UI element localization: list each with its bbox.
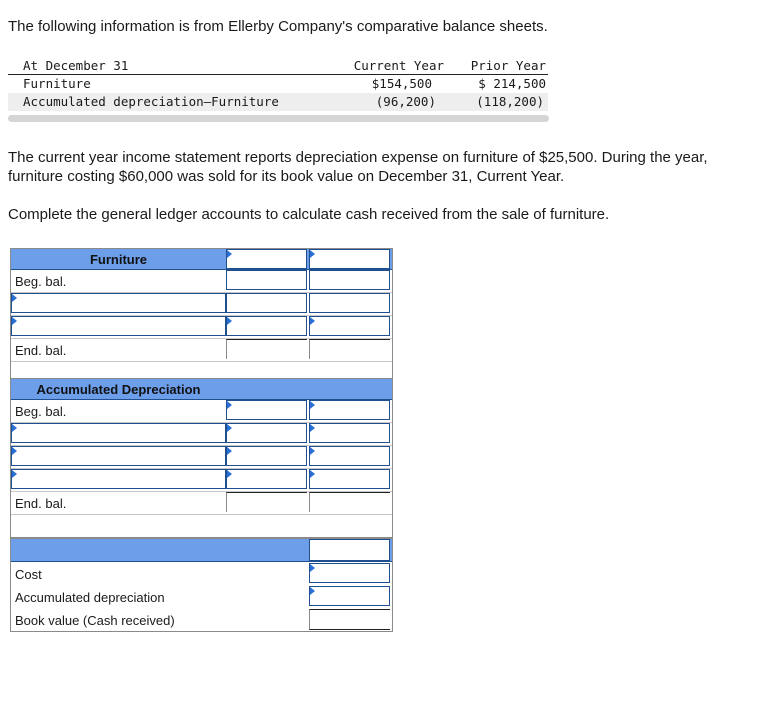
accum-dep-entry-3-select[interactable] [11,469,226,489]
input-flag-icon [12,317,17,325]
input-flag-icon [227,470,232,478]
furniture-entry-1-select[interactable] [11,293,226,313]
accum-dep-debit-header-input[interactable] [226,400,307,420]
furniture-entry-row-2 [11,316,392,339]
balance-sheet-header [8,57,548,75]
input-flag-icon [310,424,315,432]
accum-dep-entry-row-2 [11,446,392,469]
accum-dep-end-row [11,492,392,515]
accum-dep-ledger [10,378,393,538]
input-flag-icon [310,470,315,478]
furniture-credit-header-input[interactable] [309,249,390,269]
row-current: $154,500 [371,76,432,91]
accum-dep-entry-1-select[interactable] [11,423,226,443]
furniture-debit-header-input[interactable] [226,249,307,269]
input-flag-icon [310,587,315,595]
balance-sheet-table [8,57,548,111]
cost-input[interactable] [309,563,390,583]
header-current-year: Current Year [353,58,444,73]
accum-dep-end-credit-total [309,492,390,512]
input-flag-icon [227,401,232,409]
cash-received-summary [10,538,393,632]
row-prior: (118,200) [476,94,544,109]
beg-bal-label: Beg. bal. [15,274,67,289]
accum-dep-spacer-row [11,515,392,537]
balance-sheet-row-accum-dep [8,93,548,111]
furniture-beg-credit-input[interactable] [309,270,390,290]
row-label: Furniture [23,76,91,91]
input-flag-icon [227,250,232,258]
accum-dep-entry-2-credit-input[interactable] [309,446,390,466]
header-date-label: At December 31 [23,58,129,73]
row-prior: $ 214,500 [478,76,546,91]
furniture-ledger-header [11,249,392,270]
furniture-entry-1-debit-input[interactable] [226,293,307,313]
accum-dep-entry-1-debit-input[interactable] [226,423,307,443]
furniture-entry-2-debit-input[interactable] [226,316,307,336]
row-current: (96,200) [375,94,436,109]
summary-book-row [11,608,392,631]
furniture-ledger [10,248,393,385]
furniture-entry-1-credit-input[interactable] [309,293,390,313]
input-flag-icon [12,470,17,478]
furniture-entry-2-credit-input[interactable] [309,316,390,336]
accum-dep-entry-1-credit-input[interactable] [309,423,390,443]
accum-dep-entry-row-1 [11,423,392,446]
furniture-ledger-title: Furniture [89,252,148,267]
row-label: Accumulated depreciation—Furniture [23,94,279,109]
furniture-beg-debit-input[interactable] [226,270,307,290]
accum-dep-entry-3-debit-input[interactable] [226,469,307,489]
input-flag-icon [227,447,232,455]
input-flag-icon [12,447,17,455]
summary-accum-row [11,585,392,608]
problem-paragraph: The current year income statement reports depreciation expense on furniture of $25,500. During the year, furniture costing $60,000 was sold for its book value on December 31, Current Year. [8,149,708,185]
accum-dep-entry-2-debit-input[interactable] [226,446,307,466]
input-flag-icon [12,424,17,432]
end-bal-label: End. bal. [15,496,67,511]
accum-dep-credit-header-input[interactable] [309,400,390,420]
input-flag-icon [310,401,315,409]
header-prior-year: Prior Year [470,58,546,73]
input-flag-icon [310,317,315,325]
cost-label: Cost [15,567,42,582]
horizontal-scrollbar[interactable] [8,115,549,122]
accum-dep-end-debit-total [226,492,307,512]
furniture-end-row [11,339,392,362]
furniture-end-debit-total [226,339,307,359]
accum-dep-ledger-title: Accumulated Depreciation [36,382,201,397]
book-value-label: Book value (Cash received) [15,613,175,628]
book-value-total [309,609,390,630]
end-bal-label: End. bal. [15,343,67,358]
balance-sheet-row-furniture [8,75,548,93]
accum-dep-input[interactable] [309,586,390,606]
beg-bal-label: Beg. bal. [15,404,67,419]
input-flag-icon [310,564,315,572]
input-flag-icon [310,250,315,258]
accum-dep-label: Accumulated depreciation [15,590,165,605]
accum-dep-header-row [11,400,392,423]
accum-dep-entry-2-select[interactable] [11,446,226,466]
input-flag-icon [227,317,232,325]
summary-header-cell [309,539,390,561]
summary-cost-row [11,562,392,585]
furniture-end-credit-total [309,339,390,359]
input-flag-icon [310,447,315,455]
instruction-paragraph: Complete the general ledger accounts to calculate cash received from the sale of furniture. [8,206,610,223]
furniture-entry-row-1 [11,293,392,316]
accum-dep-entry-row-3 [11,469,392,492]
accum-dep-entry-3-credit-input[interactable] [309,469,390,489]
accum-dep-ledger-header [11,379,392,400]
furniture-beg-row [11,270,392,293]
input-flag-icon [12,294,17,302]
summary-header [11,539,392,562]
intro-text: The following information is from Ellerby Company's comparative balance sheets. [8,18,548,35]
input-flag-icon [227,424,232,432]
furniture-entry-2-select[interactable] [11,316,226,336]
